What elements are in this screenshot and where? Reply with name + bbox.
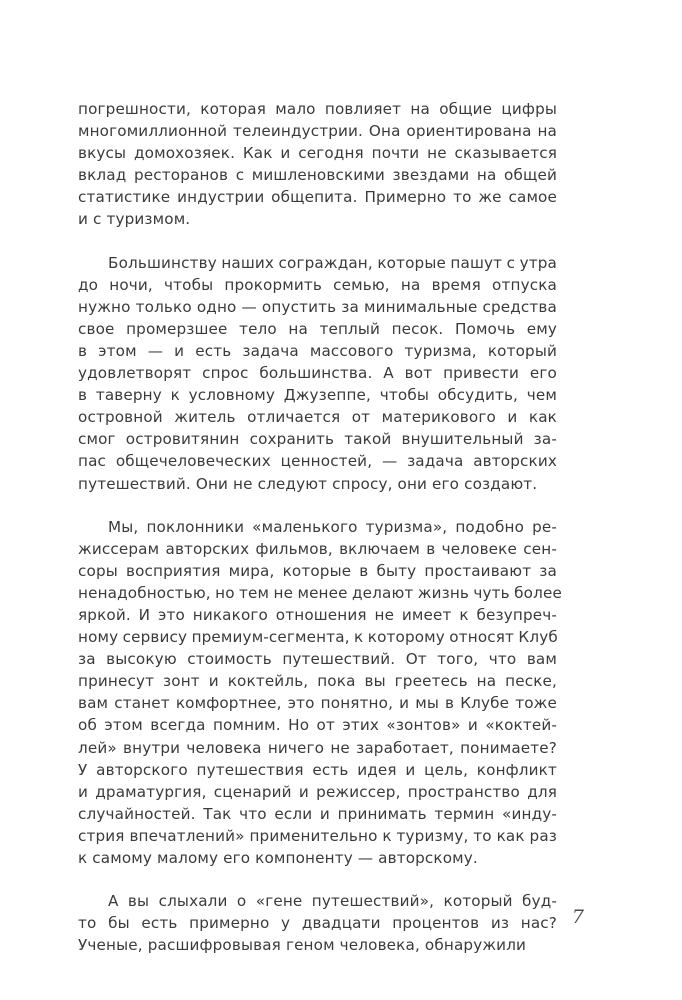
paragraph-3 bbox=[78, 516, 562, 870]
page-text-block bbox=[78, 98, 562, 956]
text-line: пас общечеловеческих ценностей, — задача авторских bbox=[78, 452, 557, 471]
text-line: стрия впечатлений» применительно к туризму, то как раз bbox=[78, 826, 557, 845]
text-line: ненадобностью, но тем не менее делают жизнь чуть более bbox=[78, 583, 562, 602]
text-line: многомиллионной телеиндустрии. Она ориентирована на bbox=[78, 122, 557, 141]
text-line: яркой. И это никакого отношения не имеет к безупреч- bbox=[78, 605, 557, 624]
text-line: путешествий. Они не следуют спросу, они его создают. bbox=[78, 474, 538, 493]
text-line: лей» внутри человека ничего не заработает, понимаете? bbox=[78, 738, 557, 757]
text-line: островной житель отличается от материкового и как bbox=[78, 408, 557, 427]
text-line: погрешности, которая мало повлияет на общие цифры bbox=[78, 100, 557, 118]
text-line: за высокую стоимость путешествий. От того, что вам bbox=[78, 650, 557, 669]
text-line: до ночи, чтобы прокормить семью, на время отпуска bbox=[78, 275, 557, 294]
paragraph-4 bbox=[78, 890, 557, 956]
text-line: У авторского путешествия есть идея и цель, конфликт bbox=[78, 760, 557, 779]
paragraph-2 bbox=[78, 252, 557, 495]
text-line: в таверну к условному Джузеппе, чтобы обсудить, чем bbox=[78, 386, 557, 405]
text-line: соры восприятия мира, которые в быту простаивают за bbox=[78, 561, 557, 580]
text-line: случайностей. Так что если и принимать термин «инду- bbox=[78, 804, 557, 823]
text-line: и с туризмом. bbox=[78, 210, 191, 229]
text-line: вам станет комфортнее, это понятно, и мы в Клубе тоже bbox=[78, 694, 557, 713]
text-line: Большинству наших сограждан, которые пашут с утра bbox=[108, 253, 557, 272]
text-line: Мы, поклонники «маленького туризма», подобно ре- bbox=[108, 517, 557, 536]
text-line: в этом — и есть задача массового туризма, который bbox=[78, 341, 557, 360]
text-line: смог островитянин сохранить такой внушительный за- bbox=[78, 430, 557, 449]
text-line: принесут зонт и коктейль, пока вы греетесь на песке, bbox=[78, 672, 557, 691]
text-line: жиссерам авторских фильмов, включаем в человеке сен- bbox=[78, 539, 557, 558]
text-line: удовлетворят спрос большинства. А вот привести его bbox=[78, 364, 557, 383]
page-number: 7 bbox=[571, 906, 584, 928]
text-line: А вы слыхали о «гене путешествий», который буд- bbox=[108, 892, 557, 911]
text-line: ному сервису премиум-сегмента, к которому относят Клуб bbox=[78, 628, 558, 647]
text-line: об этом всегда помним. Но от этих «зонтов» и «коктей- bbox=[78, 716, 557, 735]
text-line: нужно только одно — опустить за минимальные средства bbox=[78, 297, 557, 316]
text-line: и драматургия, сценарий и режиссер, пространство для bbox=[78, 782, 557, 801]
text-line: вкусы домохозяек. Как и сегодня почти не сказывается bbox=[78, 144, 557, 163]
text-line: к самому малому его компоненту — авторскому. bbox=[78, 849, 478, 867]
text-line: свое промерзшее тело на теплый песок. Помочь ему bbox=[78, 319, 557, 338]
paragraph-1 bbox=[78, 98, 557, 231]
text-line: вклад ресторанов с мишленовскими звездами на общей bbox=[78, 166, 557, 185]
text-line: то бы есть примерно у двадцати процентов из нас? bbox=[78, 914, 557, 933]
text-line: статистике индустрии общепита. Примерно то же самое bbox=[78, 188, 557, 207]
text-line: Ученые, расшифровывая геном человека, обнаружили bbox=[78, 936, 527, 955]
